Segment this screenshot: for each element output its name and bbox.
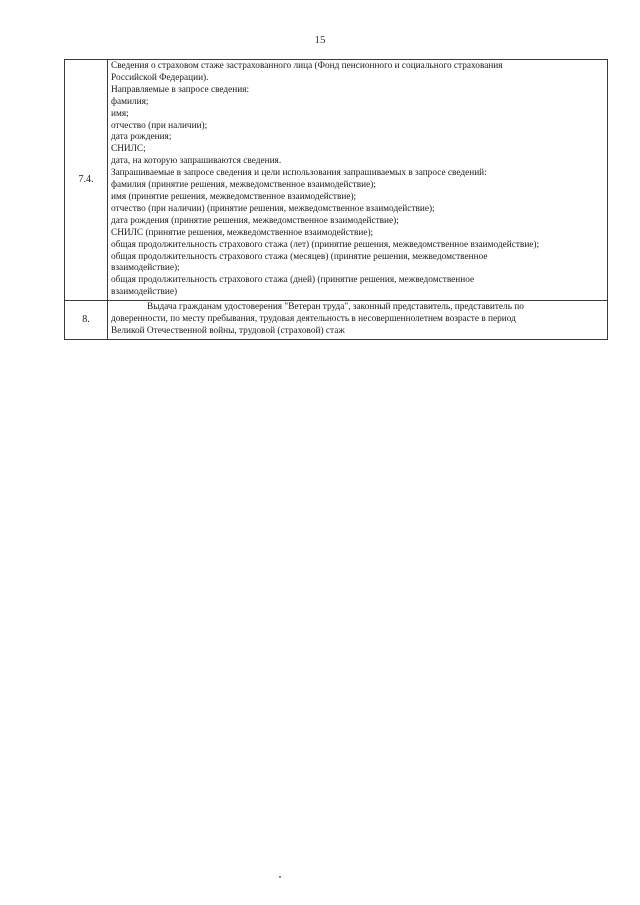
content-line: отчество (при наличии); <box>111 120 208 131</box>
content-line: Российской Федерации). <box>111 72 209 83</box>
document-table <box>64 59 608 340</box>
row-number-cell: 8. <box>65 301 108 340</box>
content-line: Великой Отечественной войны, трудовой (страховой) стаж <box>111 325 345 336</box>
content-line: Запрашиваемые в запросе сведения и цели использования запрашиваемых в запросе сведений: <box>111 168 487 179</box>
content-line: общая продолжительность страхового стажа (дней) (принятие решения, межведомственное <box>111 275 475 286</box>
content-line: фамилия; <box>111 96 149 107</box>
page-number: 15 <box>314 34 326 46</box>
content-line: Сведения о страховом стаже застрахованного лица (Фонд пенсионного и социального страхования <box>111 61 503 71</box>
table-row-7-4 <box>65 60 608 301</box>
content-line: дата рождения (принятие решения, межведомственное взаимодействие); <box>111 215 399 226</box>
content-line: Направляемые в запросе сведения: <box>111 84 250 95</box>
content-line: общая продолжительность страхового стажа (лет) (принятие решения, межведомственное взаимодействие); <box>111 239 540 250</box>
row-content-cell <box>108 60 608 301</box>
content-line: взаимодействие) <box>111 287 178 298</box>
content-line: имя; <box>111 108 129 119</box>
table-row-8 <box>65 301 608 340</box>
content-line: имя (принятие решения, межведомственное взаимодействие); <box>111 191 357 202</box>
content-line: отчество (при наличии) (принятие решения, межведомственное взаимодействие); <box>111 203 435 214</box>
content-line: взаимодействие); <box>111 263 180 274</box>
content-line: дата, на которую запрашиваются сведения. <box>111 156 282 167</box>
content-line: общая продолжительность страхового стажа (месяцев) (принятие решения, межведомственное <box>111 251 488 262</box>
content-line: фамилия (принятие решения, межведомственное взаимодействие); <box>111 180 376 191</box>
content-line: доверенности, по месту пребывания, трудовая деятельность в несовершеннолетнем возрасте в период <box>111 314 516 325</box>
content-line: СНИЛС; <box>111 144 146 155</box>
content-line: Выдача гражданам удостоверения "Ветеран труда", законный представитель, представитель по <box>147 302 524 313</box>
row-number-cell: 7.4. <box>65 60 108 301</box>
row-content-cell <box>108 301 608 340</box>
content-line: СНИЛС (принятие решения, межведомственное взаимодействие); <box>111 227 374 238</box>
content-line: дата рождения; <box>111 132 172 143</box>
scan-speck <box>279 876 281 878</box>
